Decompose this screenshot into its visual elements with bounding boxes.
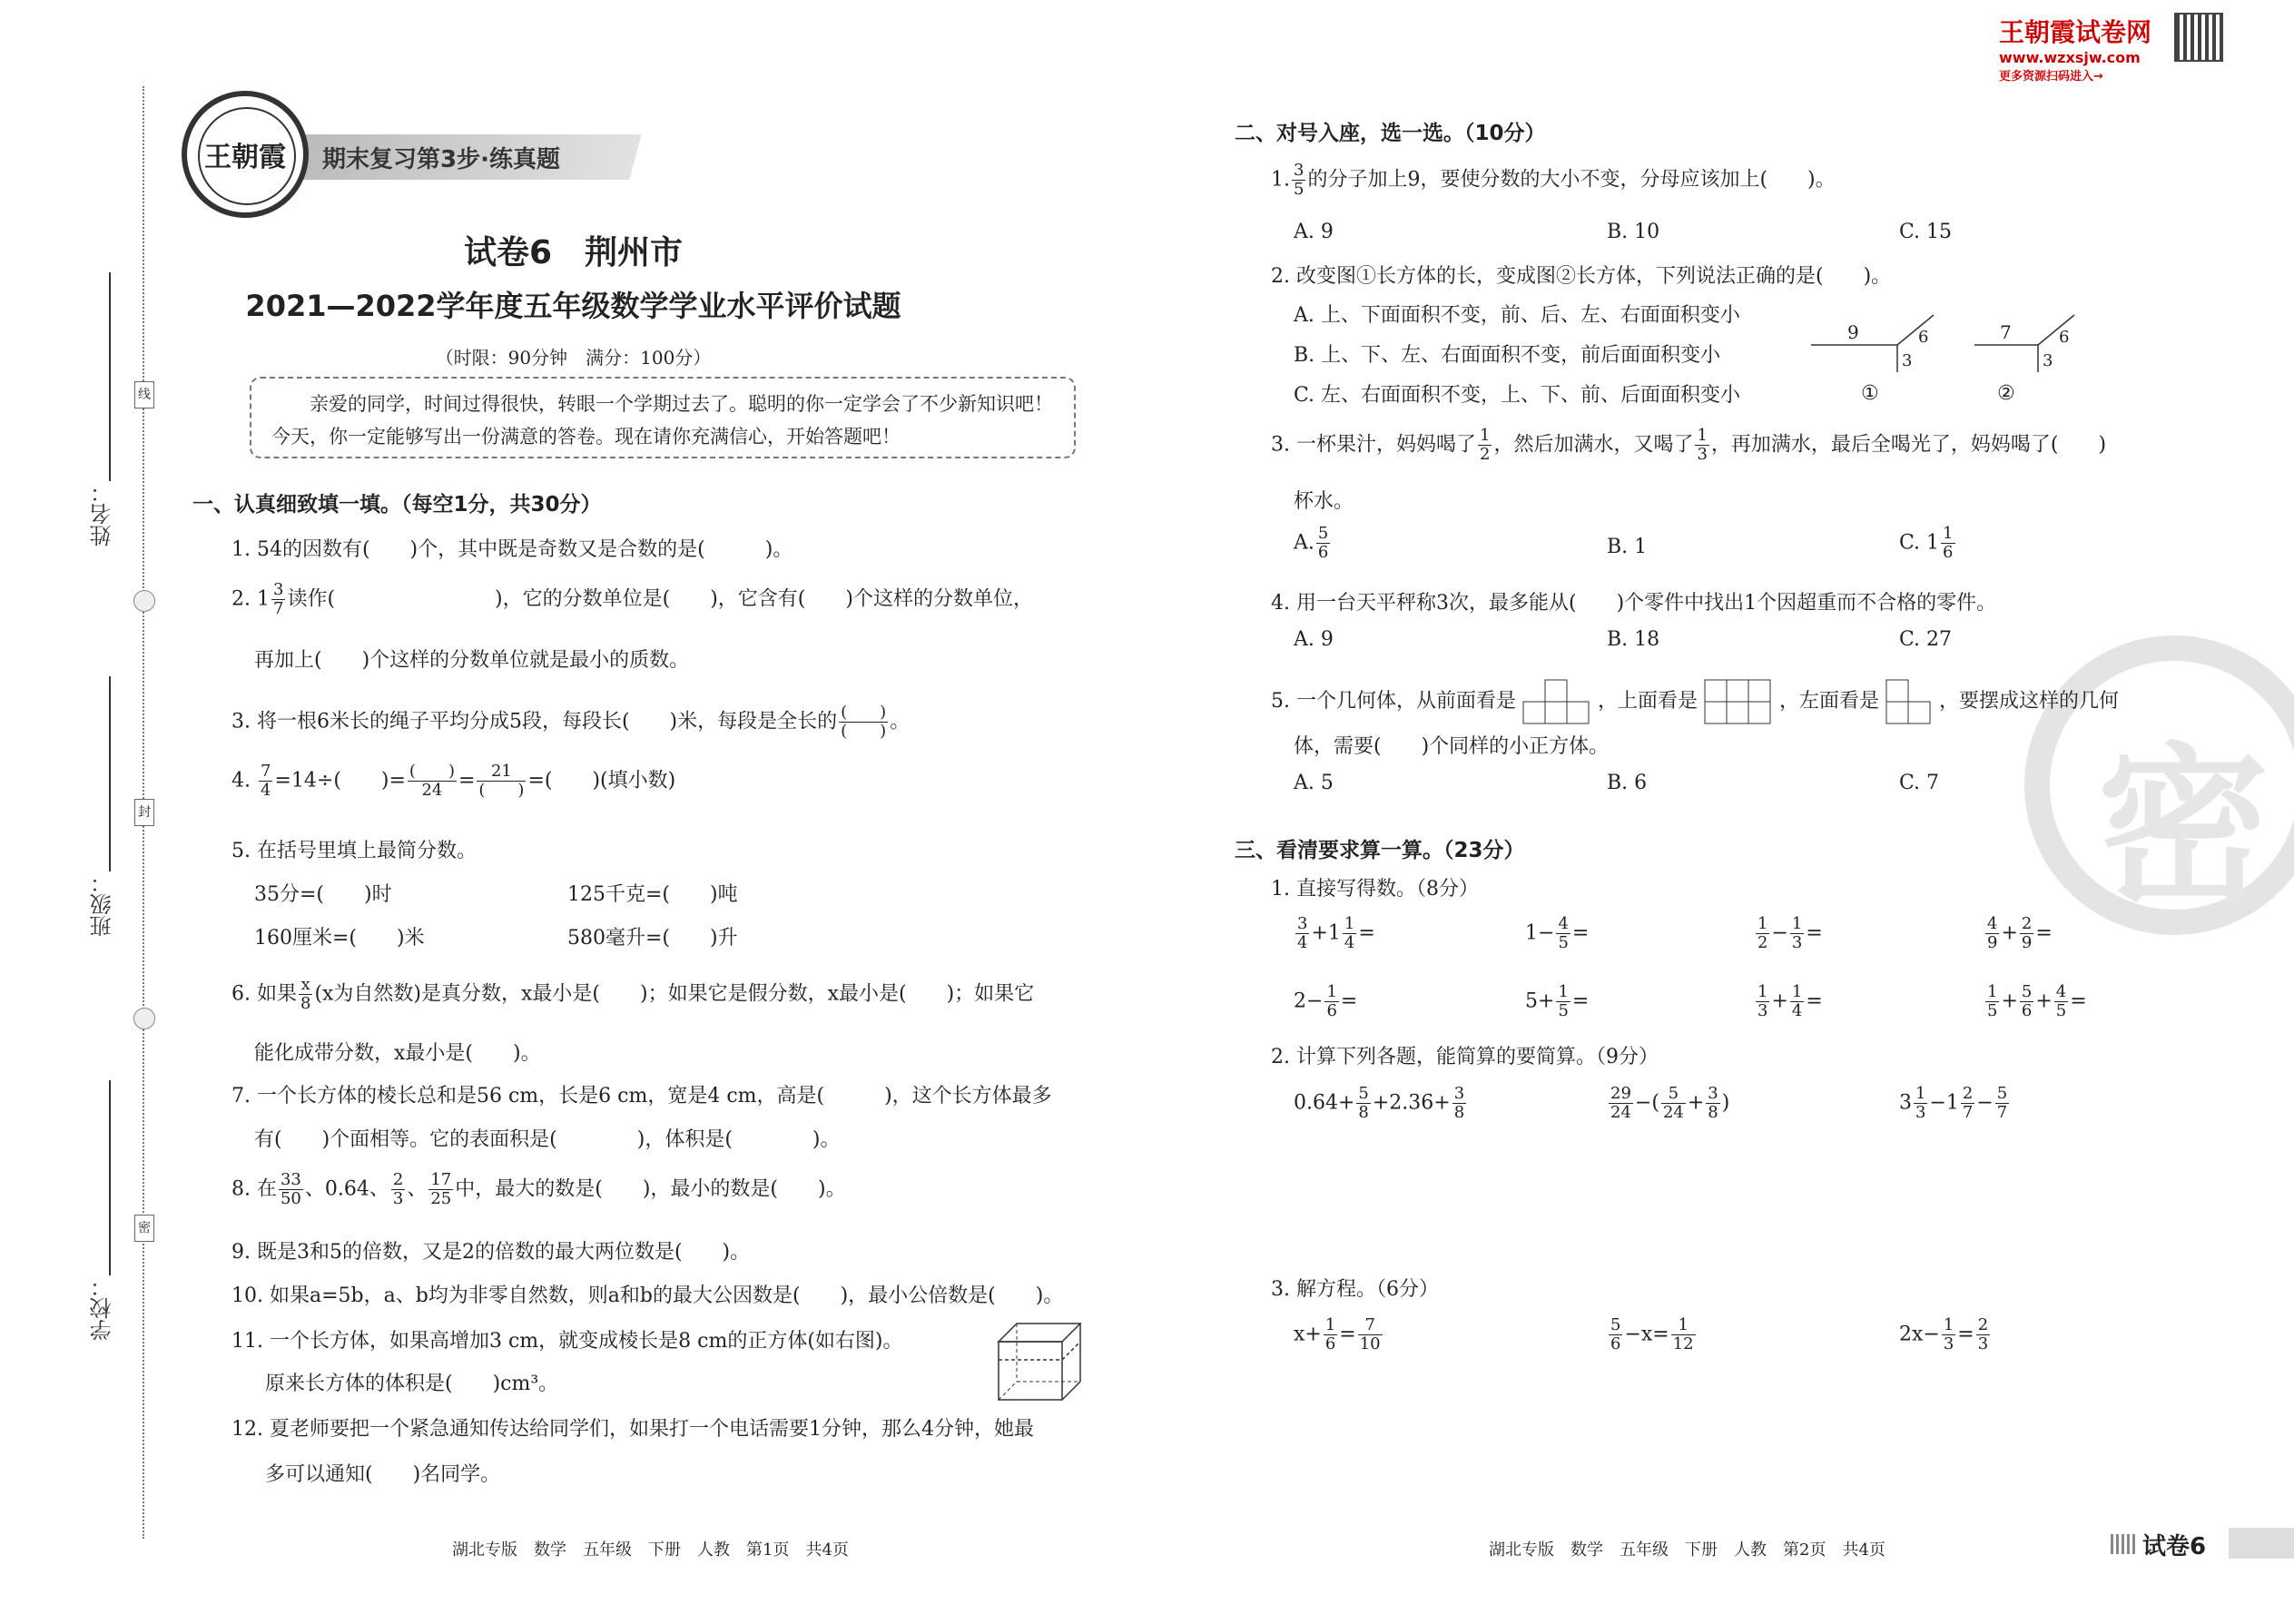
s1-question-6-cont: 能化成带分数，x最小是( )。 xyxy=(254,1042,541,1065)
q3-text: 3. 一杯果汁，妈妈喝了 xyxy=(1271,433,1476,457)
section2-title: 二、对号入座，选一选。（10分） xyxy=(1235,122,1546,145)
q4-prefix: 4. xyxy=(231,769,251,792)
binding-hole xyxy=(133,590,155,612)
q5-item-a: 35分=( )时 xyxy=(254,883,392,906)
s3-part-2: 2. 计算下列各题，能简算的要简算。（9分） xyxy=(1271,1046,1659,1068)
expr-2: $\frac{29}{24}$ −( $\frac{5}{24}$ + $\frac{3}{8}$ ) xyxy=(1610,1084,1730,1122)
fraction: $\frac{1}{2}$ xyxy=(1479,426,1491,464)
blank-fraction[interactable]: $\frac{( )}{( )}$ xyxy=(841,703,887,741)
class-label: 班级： xyxy=(90,871,115,937)
fraction: $\frac{1}{3}$ xyxy=(1697,426,1708,464)
fraction: $\frac{( )}{24}$ xyxy=(409,762,455,800)
s2-q5-option-c[interactable]: C. 7 xyxy=(1899,772,1940,794)
q5-item-b: 125千克=( )吨 xyxy=(567,883,738,906)
q2-prefix: 2. 1 xyxy=(231,587,270,611)
q8-sep: 、0.64、 xyxy=(304,1177,389,1201)
s2-question-5 xyxy=(1271,679,2119,724)
brand-more: 更多资源扫码进入→ xyxy=(1999,70,2103,84)
brand-watermark xyxy=(1999,13,2151,84)
fig2-height: 3 xyxy=(2043,351,2053,370)
footer-left: 湖北专版 数学 五年级 下册 人教 第1页 共4页 xyxy=(452,1540,849,1560)
equals: = xyxy=(458,769,476,792)
s2-q4-option-c[interactable]: C. 27 xyxy=(1899,628,1953,651)
exam-title: 试卷6 荆州市 xyxy=(463,234,684,271)
s1-question-8 xyxy=(231,1171,846,1208)
brand-title: 王朝霞试卷网 xyxy=(1999,17,2152,47)
qr-code-icon[interactable] xyxy=(2174,13,2223,62)
section1-title: 一、认真细致填一填。（每空1分，共30分） xyxy=(192,493,602,517)
fig2-width: 6 xyxy=(2059,328,2070,347)
q8-text: 中，最大的数是( )，最小的数是( )。 xyxy=(455,1177,846,1201)
front-view-figure xyxy=(1522,679,1591,724)
calc-1: $\frac{3}{4}$ +1 $\frac{1}{4}$ = xyxy=(1297,914,1375,952)
cube-figure xyxy=(989,1314,1089,1405)
s2-q3-option-a[interactable] xyxy=(1294,525,1332,562)
fig2-label: ② xyxy=(1997,382,2015,405)
s1-question-12: 12. 夏老师要把一个紧急通知传达给同学们，如果打一个电话需要1分钟，那么4分钟，她最 xyxy=(231,1418,1034,1441)
exam-subtitle: 2021—2022学年度五年级数学学业水平评价试题 xyxy=(245,289,901,323)
q5-text: ，要摆成这样的几何 xyxy=(1939,690,2120,713)
fraction: $\frac{2}{3}$ xyxy=(392,1170,404,1208)
s1-question-7-cont: 有( )个面相等。它的表面积是( )，体积是( )。 xyxy=(254,1128,841,1151)
s1-question-3: 3. 将一根6米长的绳子平均分成5段，每段长( )米，每段是全长的 $\frac{( )}{( )}$ 。 xyxy=(231,703,911,741)
fraction: $\frac{7}{4}$ xyxy=(261,762,271,800)
s2-question-3 xyxy=(1271,427,2106,464)
s2-q2-option-a[interactable]: A. 上、下面面积不变，前、后、左、右面面积变小 xyxy=(1294,304,1740,327)
expr-1: 0.64+ $\frac{5}{8}$ +2.36+ $\frac{3}{8}$ xyxy=(1294,1084,1465,1122)
s1-question-11: 11. 一个长方体，如果高增加3 cm，就变成棱长是8 cm的正方体(如右图)。 xyxy=(231,1330,903,1353)
fraction: $\frac{x}{8}$ xyxy=(300,975,311,1013)
expr-3: 3 $\frac{1}{3}$ −1 $\frac{2}{7}$ − $\frac{5}{7}$ xyxy=(1899,1084,2008,1122)
top-view-figure xyxy=(1704,679,1773,724)
q1-prefix: 1. xyxy=(1271,168,1290,192)
s2-q3-option-c[interactable] xyxy=(1899,525,1957,562)
fig1-label: ① xyxy=(1861,382,1879,405)
fig2-length: 7 xyxy=(2000,321,2012,343)
s1-question-5: 5. 在括号里填上最简分数。 xyxy=(231,840,477,862)
s2-question-4: 4. 用一台天平秤称3次，最多能从( )个零件中找出1个因超重而不合格的零件。 xyxy=(1271,592,1997,615)
fraction: $\frac{21}{( )}$ xyxy=(478,762,525,800)
s1-question-2-cont: 再加上( )个这样的分数单位就是最小的质数。 xyxy=(254,649,690,672)
s2-q1-option-b[interactable]: B. 10 xyxy=(1607,221,1660,243)
s2-q2-option-b[interactable]: B. 上、下、左、右面面积不变，前后面面积变小 xyxy=(1294,344,1721,367)
option-letter: C. 1 xyxy=(1899,531,1940,555)
q5-item-c: 160厘米=( )米 xyxy=(254,927,425,950)
fig1-length: 9 xyxy=(1847,321,1859,343)
s1-question-9: 9. 既是3和5的倍数，又是2的倍数的最大两位数是( )。 xyxy=(231,1241,751,1264)
s1-question-1: 1. 54的因数有( )个，其中既是奇数又是合数的是( )。 xyxy=(231,538,793,561)
q1-text: 的分子加上9，要使分数的大小不变，分母应该加上( )。 xyxy=(1307,168,1836,192)
tag-stripes xyxy=(2111,1534,2136,1554)
equation-2: $\frac{5}{6}$ −x= $\frac{1}{12}$ xyxy=(1610,1315,1694,1353)
time-info: （时限：90分钟 满分：100分） xyxy=(435,347,712,369)
s2-q4-option-a[interactable]: A. 9 xyxy=(1294,628,1334,651)
seal-char-xian: 线 xyxy=(134,381,154,408)
s2-q1-option-c[interactable]: C. 15 xyxy=(1899,221,1953,243)
s3-part-1: 1. 直接写得数。（8分） xyxy=(1271,878,1479,901)
fraction: $\frac{3}{5}$ xyxy=(1294,161,1305,199)
equation-1: x+ $\frac{1}{6}$ = $\frac{7}{10}$ xyxy=(1294,1315,1381,1353)
calc-8: $\frac{1}{5}$ + $\frac{5}{6}$ + $\frac{4}{5}$ = xyxy=(1987,982,2087,1020)
q8-sep: 、 xyxy=(407,1177,428,1201)
school-line xyxy=(109,1080,111,1275)
calc-7: $\frac{1}{3}$ + $\frac{1}{4}$ = xyxy=(1757,982,1823,1020)
s1-question-6 xyxy=(231,976,1034,1013)
q6-text: (x为自然数)是真分数，x最小是( )；如果它是假分数，x最小是( )；如果它 xyxy=(314,982,1035,1006)
seal-char-mi: 密 xyxy=(134,1215,154,1242)
class-line xyxy=(109,676,111,871)
q3-text: 3. 将一根6米长的绳子平均分成5段，每段长( )米，每段是全长的 xyxy=(231,710,838,733)
fig1-width: 6 xyxy=(1918,328,1929,347)
q5-item-d: 580毫升=( )升 xyxy=(567,927,738,950)
s2-question-5-cont: 体，需要( )个同样的小正方体。 xyxy=(1294,735,1610,758)
q3-text: ，然后加满水，又喝了 xyxy=(1493,433,1694,457)
calc-5: 2− $\frac{1}{6}$ = xyxy=(1294,982,1358,1020)
s1-question-11-cont: 原来长方体的体积是( )cm³。 xyxy=(265,1373,559,1395)
s2-question-3-cont: 杯水。 xyxy=(1294,490,1354,513)
school-label: 学校： xyxy=(90,1275,115,1341)
option-letter: A. xyxy=(1294,531,1314,555)
footer-right: 湖北专版 数学 五年级 下册 人教 第2页 共4页 xyxy=(1489,1540,1885,1560)
calc-4: $\frac{4}{9}$ + $\frac{2}{9}$ = xyxy=(1987,914,2053,952)
name-label: 姓名： xyxy=(90,481,115,546)
s2-q4-option-b[interactable]: B. 18 xyxy=(1607,628,1660,651)
s2-q5-option-b[interactable]: B. 6 xyxy=(1607,772,1648,794)
s3-part-3: 3. 解方程。（6分） xyxy=(1271,1278,1439,1301)
fraction: $\frac{33}{50}$ xyxy=(280,1170,301,1208)
s1-question-12-cont: 多可以通知( )名同学。 xyxy=(265,1463,501,1486)
s2-q5-option-a[interactable]: A. 5 xyxy=(1294,772,1334,794)
calc-2: 1− $\frac{4}{5}$ = xyxy=(1525,914,1590,952)
section3-title: 三、看清要求算一算。（23分） xyxy=(1235,839,1525,862)
badge-text: 王朝霞 xyxy=(204,142,286,173)
left-view-figure xyxy=(1885,679,1933,724)
paper-tag: 试卷6 xyxy=(2142,1533,2207,1560)
s2-question-2: 2. 改变图①长方体的长，变成图②长方体，下列说法正确的是( )。 xyxy=(1271,265,1892,288)
calc-6: 5+ $\frac{1}{5}$ = xyxy=(1525,982,1590,1020)
fraction: $\frac{1}{6}$ xyxy=(1943,524,1954,562)
q3-text: ，再加满水，最后全喝光了，妈妈喝了( ) xyxy=(1710,433,2107,457)
q5-text: 5. 一个几何体，从前面看是 xyxy=(1271,690,1516,713)
s2-q2-option-c[interactable]: C. 左、右面面积不变，上、下、前、后面面积变小 xyxy=(1294,384,1741,407)
s1-question-10: 10. 如果a=5b，a、b均为非零自然数，则a和b的最大公因数是( )，最小公倍数是( )。 xyxy=(231,1284,1064,1307)
intro-text: 亲爱的同学，时间过得很快，转眼一个学期过去了。聪明的你一定学会了不少新知识吧！今天，你一定能够写出一份满意的答卷。现在请你充满信心，开始答题吧！ xyxy=(271,393,1053,448)
s1-question-7: 7. 一个长方体的棱长总和是56 cm，长是6 cm，宽是4 cm，高是( )，这个长方体最多 xyxy=(231,1085,1052,1107)
header-banner-text: 期末复习第3步·练真题 xyxy=(322,146,560,173)
binding-hole xyxy=(133,1008,155,1029)
q5-text: ，上面看是 xyxy=(1597,690,1698,713)
fraction: $\frac{3}{7}$ xyxy=(272,580,284,618)
s2-q3-option-b[interactable]: B. 1 xyxy=(1607,536,1648,558)
intro-box xyxy=(250,377,1076,458)
s2-q1-option-a[interactable]: A. 9 xyxy=(1294,221,1334,243)
tag-bar xyxy=(2229,1528,2294,1559)
brand-url[interactable]: www.wzxsjw.com xyxy=(1999,49,2141,66)
fraction: $\frac{5}{6}$ xyxy=(1317,524,1329,562)
q8-prefix: 8. 在 xyxy=(231,1177,277,1201)
seal-char-feng: 封 xyxy=(134,799,154,826)
s1-question-4 xyxy=(231,763,675,800)
fig1-height: 3 xyxy=(1902,351,1913,370)
seal-watermark-char: 密 xyxy=(2097,728,2270,929)
q4-tail: =( )(填小数) xyxy=(527,769,676,792)
s1-question-2 xyxy=(231,581,1033,618)
q2-text: 读作( )，它的分数单位是( )，它含有( )个这样的分数单位， xyxy=(287,587,1033,611)
calc-3: $\frac{1}{2}$ − $\frac{1}{3}$ = xyxy=(1757,914,1823,952)
s2-question-1 xyxy=(1271,162,1836,199)
q5-text: ，左面看是 xyxy=(1779,690,1880,713)
q6-prefix: 6. 如果 xyxy=(231,982,297,1006)
equation-3: 2x− $\frac{1}{3}$ = $\frac{2}{3}$ xyxy=(1899,1315,1989,1353)
brand-badge-logo xyxy=(182,91,309,218)
q4-text: =14÷( )= xyxy=(274,769,406,792)
fraction: $\frac{17}{25}$ xyxy=(430,1170,452,1208)
cuboid-diagrams xyxy=(1811,304,2092,408)
